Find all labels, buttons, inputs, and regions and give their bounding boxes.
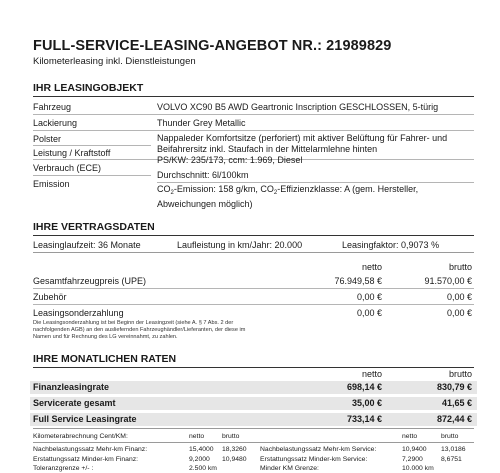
km-right-netto: 7,2900 [402,456,423,463]
servicerate-netto: 35,00 € [351,398,382,408]
full-service-rate-brutto: 872,44 € [436,414,472,424]
page-title: FULL-SERVICE-LEASING-ANGEBOT NR.: 21989829 [33,38,392,54]
label-full-service-rate: Full Service Leasingrate [33,414,137,424]
label-fahrzeug: Fahrzeug [33,102,72,112]
label-zubehoer: Zubehör [33,292,67,302]
label-lackierung: Lackierung [33,118,78,128]
km-right-brutto: 8,6751 [441,456,462,463]
value-verbrauch: Durchschnitt: 6l/100km [157,170,249,180]
value-lackierung: Thunder Grey Metallic [157,118,246,128]
leasingfaktor: Leasingfaktor: 0,9073 % [342,240,440,250]
row-divider [33,252,474,253]
zubehoer-netto: 0,00 € [356,292,382,302]
km-right-netto: 10.000 km [402,465,434,472]
label-sonderzahlung: Leasingsonderzahlung [33,308,124,318]
km-left-brutto: 10,9480 [222,456,247,463]
label-finanzleasingrate: Finanzleasingrate [33,382,110,392]
zubehoer-brutto: 0,00 € [446,292,472,302]
value-leistung: PS/KW: 235/173, ccm: 1.969, Diesel [157,155,303,165]
label-gesamtpreis: Gesamtfahrzeugpreis (UPE) [33,276,147,286]
sonderzahlung-footnote: Die Leasingsonderzahlung ist bei Beginn der Leasingzeit (siehe A. § 7 Abs. 2 der nachfolgenden AGB) an den ausliefernden Fahrzeughändler/Lieferanten, der diese im Namen und für Rechnung des LG vereinnahmt, zu zahlen. [33,320,246,341]
full-service-rate-netto: 733,14 € [346,414,382,424]
section-heading-raten: IHRE MONATLICHEN RATEN [33,353,474,368]
sonderzahlung-brutto: 0,00 € [446,308,472,318]
row-divider [33,145,151,146]
km-left-brutto: 18,3260 [222,446,247,453]
km-left-netto: 9,2000 [189,456,210,463]
sonderzahlung-netto: 0,00 € [356,308,382,318]
page-subtitle: Kilometerleasing inkl. Dienstleistungen [33,56,196,67]
label-servicerate: Servicerate gesamt [33,398,116,408]
section-heading-vertragsdaten: IHRE VERTRAGSDATEN [33,221,474,236]
servicerate-brutto: 41,65 € [441,398,472,408]
row-divider [33,130,474,131]
km-left-label: Erstattungssatz Minder-km Finanz: [33,456,139,463]
km-right-col-netto: netto [402,433,418,440]
col-header-brutto: brutto [448,262,472,272]
label-verbrauch: Verbrauch (ECE) [33,163,102,173]
km-right-label: Nachbelastungssatz Mehr-km Service: [260,446,377,453]
value-emission: $CO_2$-Emission: 158 g/km, $CO_2$-Effizienzklasse: A (gem. Hersteller, Abweichungen möglich) [157,184,419,209]
gesamtpreis-brutto: 91.570,00 € [424,276,472,286]
raten-col-netto: netto [361,369,382,379]
km-right-label: Erstattungssatz Minder-km Service: [260,456,368,463]
label-emission: Emission [33,179,70,189]
row-divider [157,182,474,183]
km-right-netto: 10,9400 [402,446,427,453]
km-abrechnung-heading: Kilometerabrechnung Cent/KM: [33,433,128,440]
value-polster: Nappaleder Komfortsitze (perforiert) mit aktiver Belüftung für Fahrer- und Beifahrersitz inkl. Staufach in der Mittelarmlehne hinten [157,133,448,154]
km-right-col-brutto: brutto [441,433,459,440]
raten-col-brutto: brutto [448,369,472,379]
row-divider [33,114,474,115]
leasinglaufzeit: Leasinglaufzeit: 36 Monate [33,240,141,250]
row-divider [33,428,474,429]
finanzleasingrate-netto: 698,14 € [346,382,382,392]
finanzleasingrate-brutto: 830,79 € [436,382,472,392]
km-left-label: Toleranzgrenze +/- : [33,465,94,472]
km-left-col-netto: netto [189,433,205,440]
km-left-label: Nachbelastungssatz Mehr-km Finanz: [33,446,148,453]
km-left-netto: 15,4000 [189,446,214,453]
row-divider [33,175,151,176]
gesamtpreis-netto: 76.949,58 € [334,276,382,286]
row-divider [33,442,474,443]
label-leistung: Leistung / Kraftstoff [33,148,111,158]
col-header-netto: netto [361,262,382,272]
value-fahrzeug: VOLVO XC90 B5 AWD Geartronic Inscription GESCHLOSSEN, 5-türig [157,102,439,112]
row-divider [33,288,474,289]
km-right-brutto: 13,0186 [441,446,466,453]
km-left-netto: 2.500 km [189,465,217,472]
km-right-label: Minder KM Grenze: [260,465,319,472]
km-left-col-brutto: brutto [222,433,240,440]
row-divider [33,304,474,305]
laufleistung: Laufleistung in km/Jahr: 20.000 [177,240,303,250]
label-polster: Polster [33,134,62,144]
section-heading-leasingobjekt: IHR LEASINGOBJEKT [33,82,474,97]
